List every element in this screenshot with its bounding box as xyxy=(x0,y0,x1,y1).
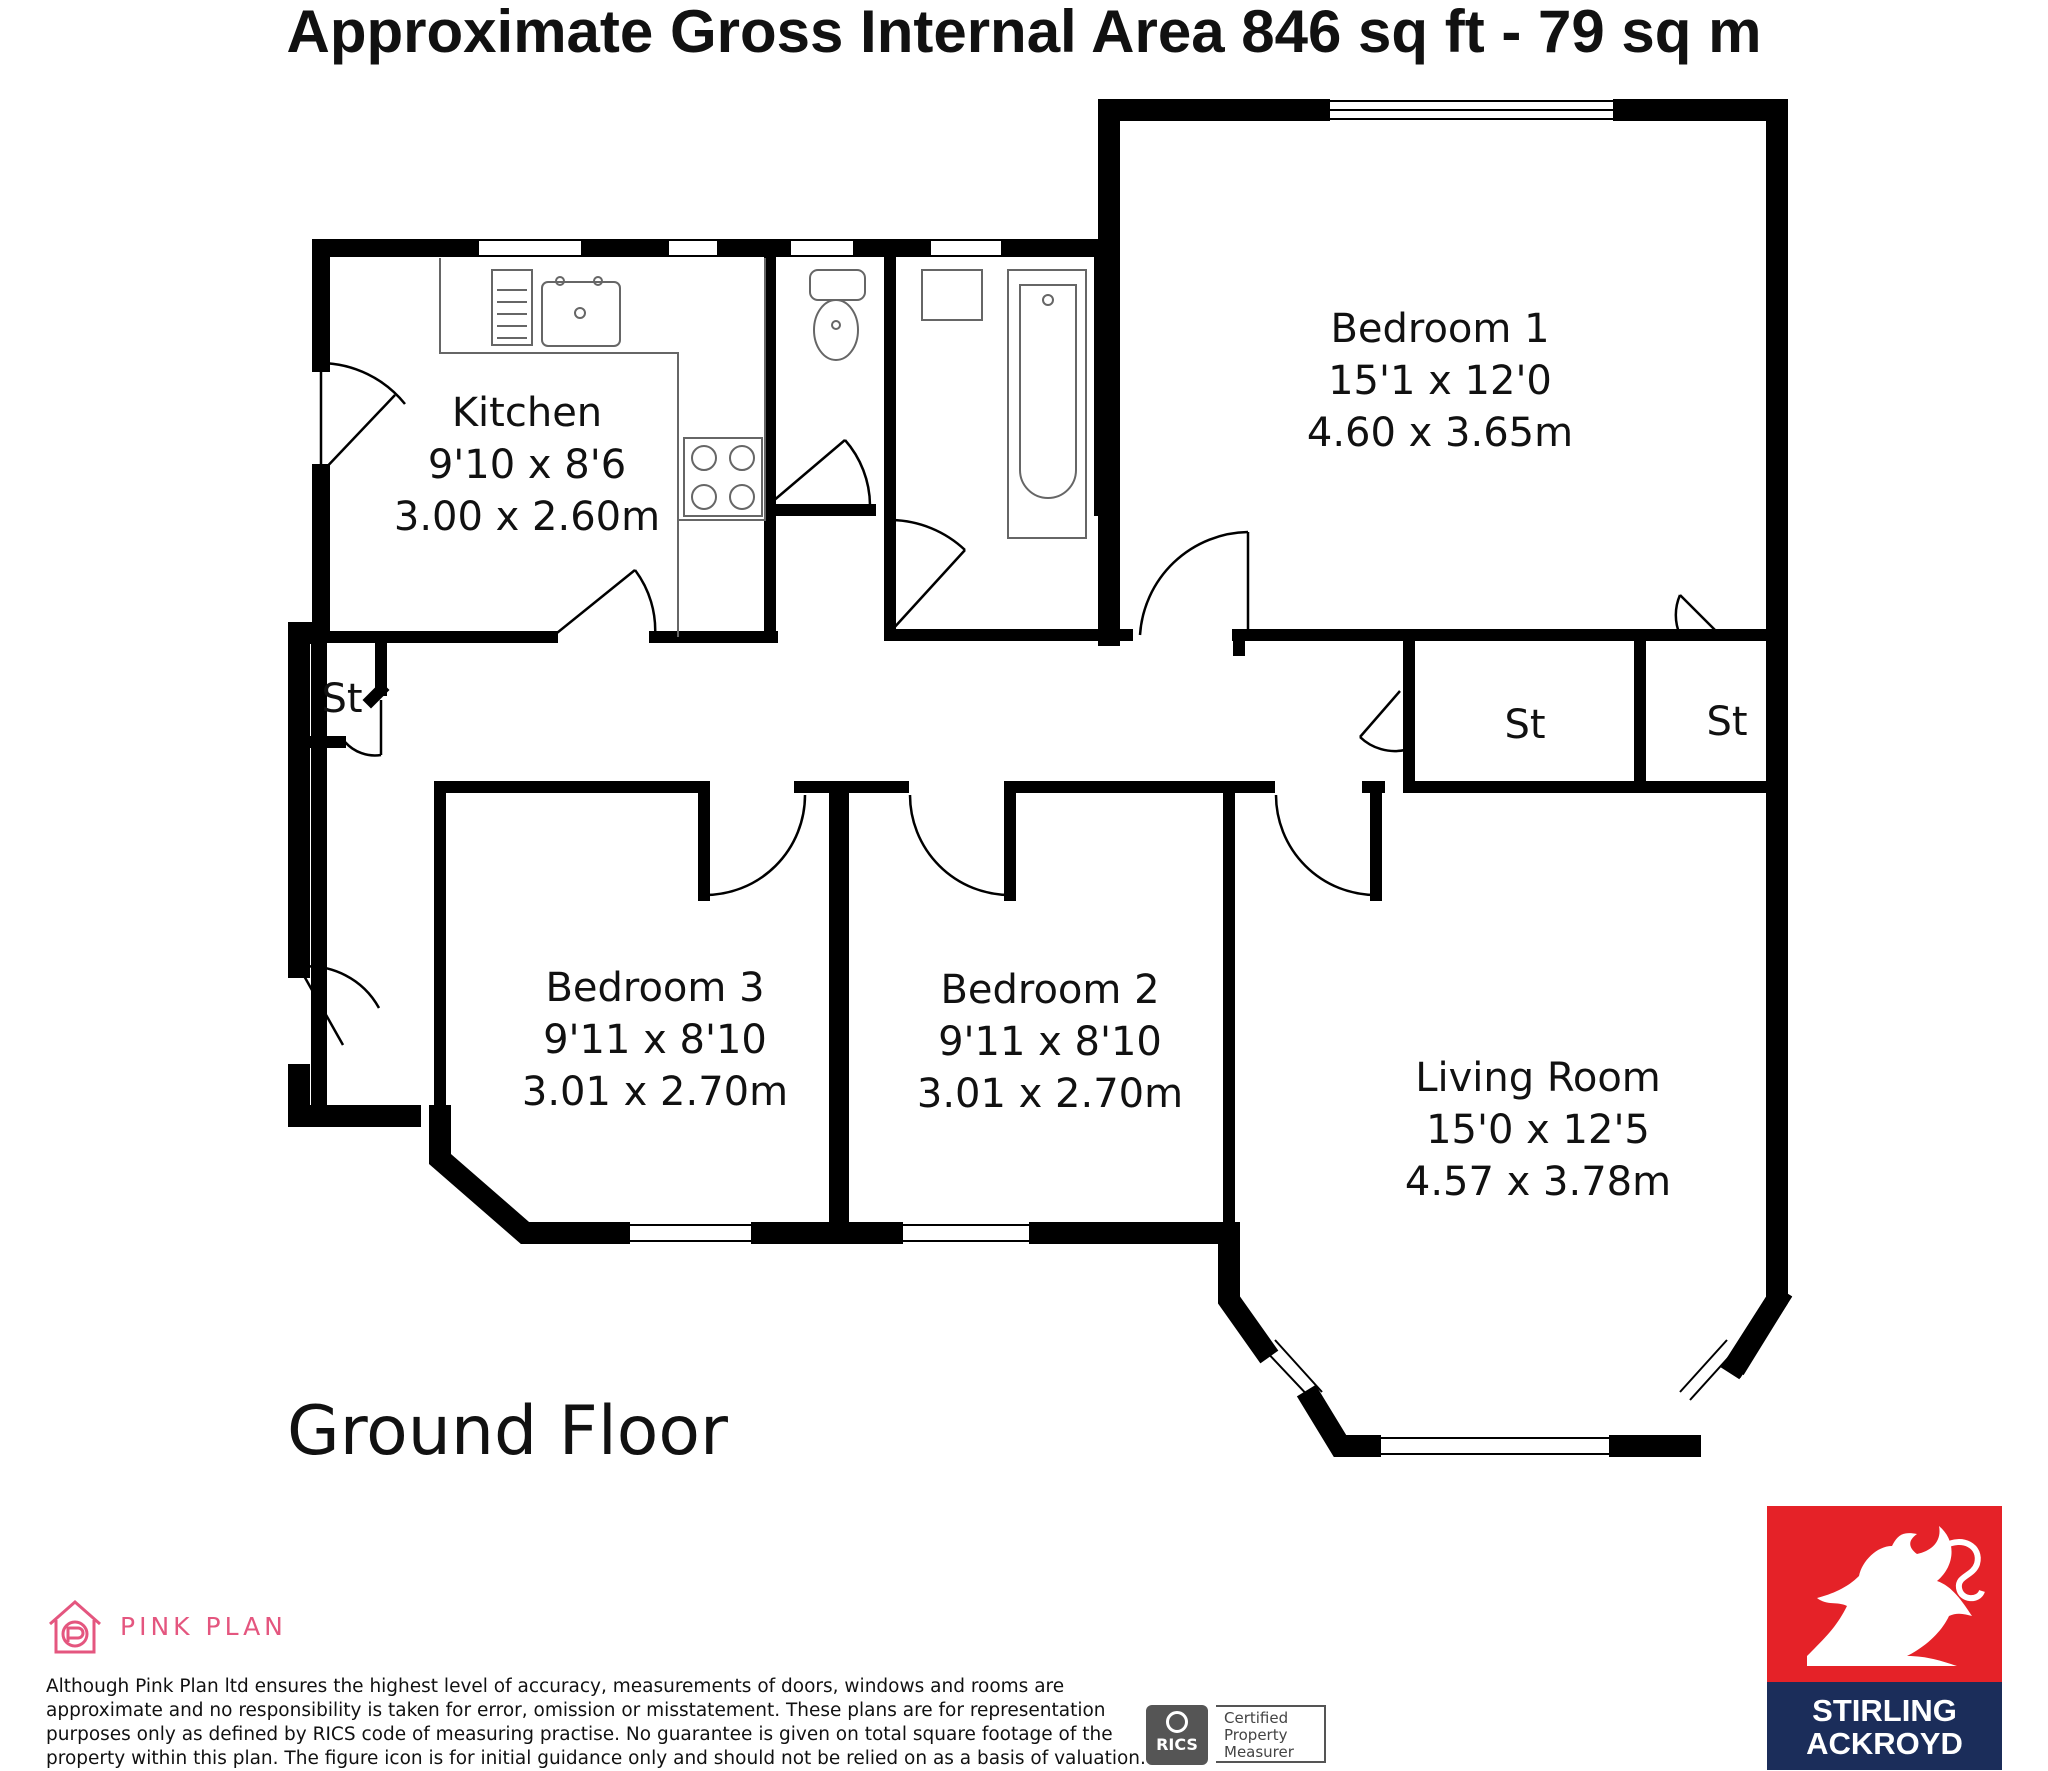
floor-label: Ground Floor xyxy=(287,1392,728,1471)
rics-certification xyxy=(1216,1705,1326,1763)
living-metric: 4.57 x 3.78m xyxy=(1404,1159,1672,1205)
wc-sink xyxy=(810,270,865,300)
pink-plan-name: PINK PLAN xyxy=(120,1612,287,1641)
living-name: Living Room xyxy=(1415,1055,1661,1101)
drainer xyxy=(492,270,532,345)
bedroom1-metric: 4.60 x 3.65m xyxy=(1306,410,1574,456)
room-labels xyxy=(321,306,1747,1205)
bedroom1-imperial: 15'1 x 12'0 xyxy=(1328,358,1552,404)
kitchen-sink xyxy=(542,282,620,346)
rics-line: Measurer xyxy=(1224,1743,1294,1761)
agent-logo-emblem xyxy=(1767,1506,2002,1682)
page-title: Approximate Gross Internal Area 846 sq ft - 79 sq m xyxy=(286,0,1762,65)
store-right: St xyxy=(1706,699,1748,745)
store-hall: St xyxy=(1504,702,1546,748)
bedroom3-metric: 3.01 x 2.70m xyxy=(521,1069,789,1115)
disclaimer-line: Although Pink Plan ltd ensures the highest level of accuracy, measurements of doors, windows and rooms are xyxy=(46,1676,1065,1697)
rics-label: RICS xyxy=(1156,1735,1198,1754)
bathroom-sink xyxy=(922,270,982,320)
bedroom1-name: Bedroom 1 xyxy=(1330,306,1550,352)
rics-crest-icon xyxy=(1166,1711,1188,1733)
walls xyxy=(299,110,1777,1446)
disclaimer xyxy=(46,1675,1146,1771)
windows xyxy=(325,101,1737,1454)
bedroom3-imperial: 9'11 x 8'10 xyxy=(543,1017,767,1063)
agent-name-line: ACKROYD xyxy=(1806,1726,1963,1761)
kitchen-imperial: 9'10 x 8'6 xyxy=(427,442,627,488)
rics-line: Certified xyxy=(1224,1709,1289,1727)
agent-name-line: STIRLING xyxy=(1812,1693,1957,1728)
pink-plan-logo-icon xyxy=(46,1598,104,1656)
bedroom2-name: Bedroom 2 xyxy=(940,967,1160,1013)
rics-line: Property xyxy=(1224,1726,1288,1744)
store-left: St xyxy=(321,676,363,722)
agent-logo xyxy=(1767,1506,2002,1770)
kitchen-name: Kitchen xyxy=(451,390,603,436)
rics-logo xyxy=(1146,1705,1208,1765)
disclaimer-line: approximate and no responsibility is taken for error, omission or misstatement. These plans are for representation xyxy=(46,1700,1106,1721)
bedroom2-imperial: 9'11 x 8'10 xyxy=(938,1019,1162,1065)
griffin-icon xyxy=(1767,1506,2002,1682)
rics-badge xyxy=(1146,1705,1326,1765)
disclaimer-line: property within this plan. The figure icon is for initial guidance only and should not be relied on as a basis of valuation. xyxy=(46,1748,1146,1769)
bedroom2-metric: 3.01 x 2.70m xyxy=(916,1071,1184,1117)
agent-name xyxy=(1767,1682,2002,1770)
living-imperial: 15'0 x 12'5 xyxy=(1426,1107,1650,1153)
bedroom3-name: Bedroom 3 xyxy=(545,965,765,1011)
disclaimer-line: purposes only as defined by RICS code of measuring practise. No guarantee is given on total square footage of the xyxy=(46,1724,1113,1745)
kitchen-metric: 3.00 x 2.60m xyxy=(393,494,661,540)
